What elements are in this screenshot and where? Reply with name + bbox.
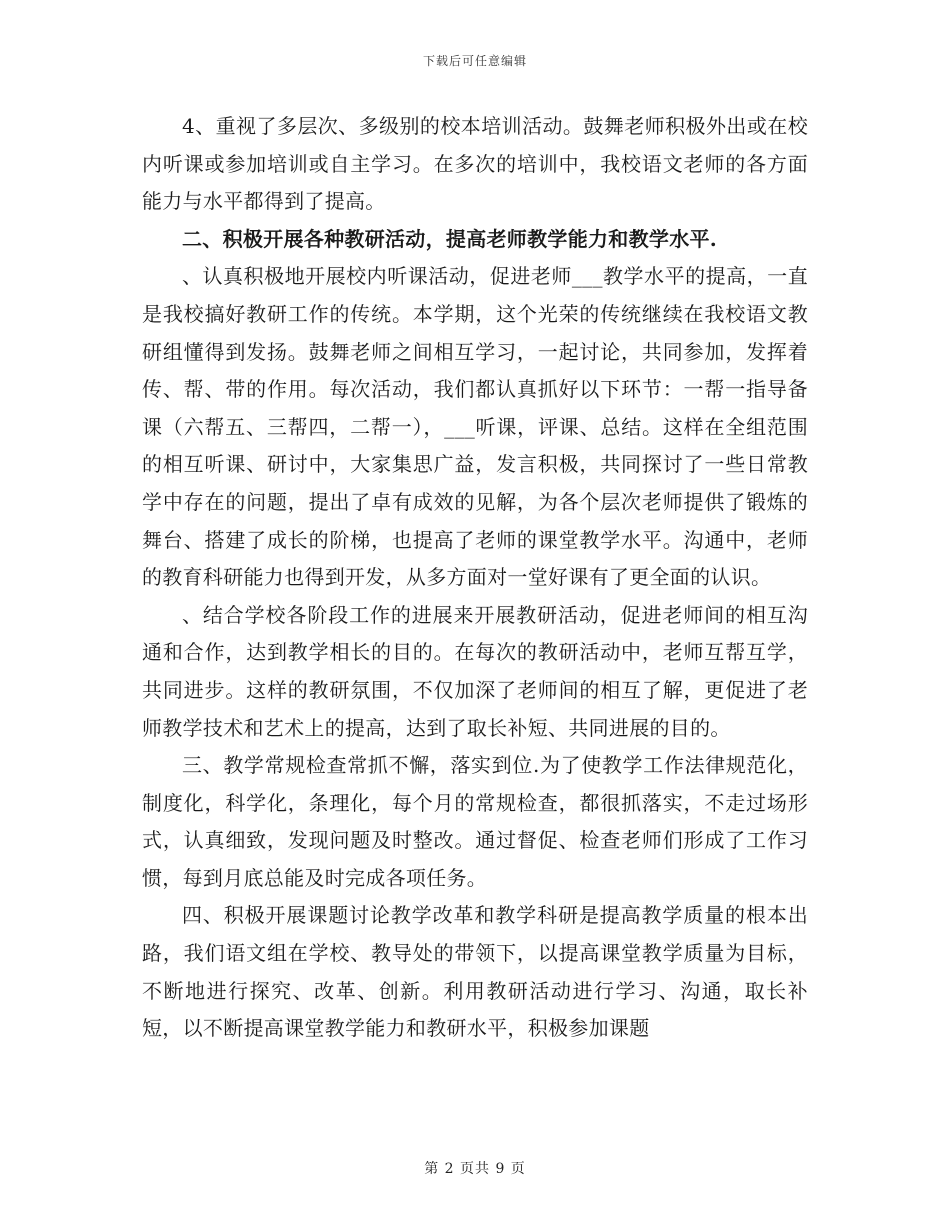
paragraph-research-activities: 、结合学校各阶段工作的进展来开展教研活动，促进老师间的相互沟通和合作，达到教学相长的目的。在每次的教研活动中，老师互帮互学，共同进步。这样的教研氛围，不仅加深了老师间的相互了解，更促进了老师教学技术和艺术上的提高，达到了取长补短、共同进展的目的。	[142, 602, 808, 740]
paragraph-routine-inspection: 三、教学常规检查常抓不懈，落实到位.为了使教学工作法律规范化，制度化，科学化，条理化，每个月的常规检查，都很抓落实，不走过场形式，认真细致，发现问题及时整改。通过督促、检查老师们形成了工作习惯，每到月底总能及时完成各项任务。	[142, 753, 808, 890]
page-number-footer: 第 2 页共 9 页	[424, 1161, 526, 1177]
paragraph-research-topics: 四、积极开展课题讨论教学改革和教学科研是提高教学质量的根本出路，我们语文组在学校、教导处的带领下，以提高课堂教学质量为目标，不断地进行探究、改革、创新。利用教研活动进行学习、沟通，取长补短，以不断提高课堂教学能力和教研水平，积极参加课题	[142, 903, 808, 1041]
document-body	[142, 108, 808, 1048]
paragraph-lesson-observation: 、认真积极地开展校内听课活动，促进老师___教学水平的提高，一直是我校搞好教研工作的传统。本学期，这个光荣的传统继续在我校语文教研组懂得到发扬。鼓舞老师之间相互学习，一起讨论，共同参加，发挥着传、帮、带的作用。每次活动，我们都认真抓好以下环节：一帮一指导备课（六帮五、三帮四，二帮一），___听课，评课、总结。这样在全组范围的相互听课、研讨中，大家集思广益，发言积极，共同探讨了一些日常教学中存在的问题，提出了卓有成效的见解，为各个层次老师提供了锻炼的舞台、搭建了成长的阶梯，也提高了老师的课堂教学水平。沟通中，老师的教育科研能力也得到开发，从多方面对一堂好课有了更全面的认识。	[142, 264, 808, 590]
page-header: 下载后可任意编辑	[422, 54, 527, 68]
section-heading-research: 二、积极开展各种教研活动，提高老师教学能力和教学水平.	[182, 226, 718, 251]
paragraph-training: 4、重视了多层次、多级别的校本培训活动。鼓舞老师积极外出或在校内听课或参加培训或自主学习。在多次的培训中，我校语文老师的各方面能力与水平都得到了提高。	[142, 114, 808, 214]
